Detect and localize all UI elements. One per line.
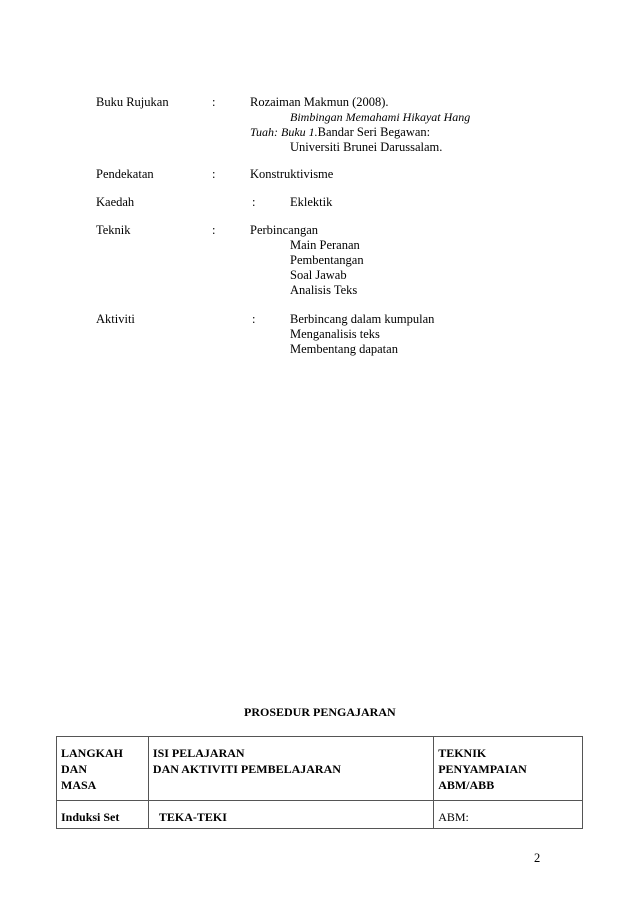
aktiviti-colon: : xyxy=(252,312,256,326)
pendekatan-colon: : xyxy=(212,167,216,181)
teknik-label: Teknik xyxy=(96,223,131,237)
header-isi-line1: ISI PELAJARAN xyxy=(152,746,245,760)
teknik-item-4: Analisis Teks xyxy=(290,283,358,297)
header-teknik-line2: PENYAMPAIAN xyxy=(438,762,527,776)
page-number: 2 xyxy=(534,851,541,865)
teknik-item-3: Soal Jawab xyxy=(290,268,347,282)
teknik-colon: : xyxy=(212,223,216,237)
buku-rujukan-line2: Bimbingan Memahami Hikayat Hang xyxy=(290,110,471,124)
teknik-item-1: Main Peranan xyxy=(290,238,360,252)
header-isi xyxy=(148,737,433,801)
header-teknik xyxy=(434,737,583,801)
aktiviti-label: Aktiviti xyxy=(96,312,135,326)
aktiviti-item-3: Membentang dapatan xyxy=(290,342,398,356)
buku-rujukan-line3-rest: Bandar Seri Begawan: xyxy=(317,125,431,139)
aktiviti-item-1: Berbincang dalam kumpulan xyxy=(290,312,435,326)
kaedah-colon: : xyxy=(252,195,256,209)
kaedah-value: Eklektik xyxy=(290,195,333,209)
header-teknik-line3: ABM/ABB xyxy=(438,778,495,792)
buku-rujukan-line1: Rozaiman Makmun (2008). xyxy=(250,95,389,109)
header-langkah-line3: MASA xyxy=(61,778,97,792)
buku-rujukan-line4: Universiti Brunei Darussalam. xyxy=(290,140,443,154)
header-isi-line2: DAN AKTIVITI PEMBELAJARAN xyxy=(152,762,341,776)
header-langkah-line1: LANGKAH xyxy=(61,746,124,760)
pendekatan-label: Pendekatan xyxy=(96,167,154,181)
buku-rujukan-line3 xyxy=(250,125,430,140)
buku-rujukan-label: Buku Rujukan xyxy=(96,95,169,109)
buku-rujukan-line3-italic: Tuah: Buku 1. xyxy=(250,125,318,139)
header-langkah-line2: DAN xyxy=(61,762,87,776)
teknik-value: Perbincangan xyxy=(250,223,319,237)
teknik-item-2: Pembentangan xyxy=(290,253,364,267)
cell-langkah: Induksi Set xyxy=(57,801,149,829)
table-row xyxy=(57,801,583,829)
table-header-row xyxy=(57,737,583,801)
header-teknik-line1: TEKNIK xyxy=(438,746,487,760)
pendekatan-value: Konstruktivisme xyxy=(250,167,334,181)
aktiviti-item-2: Menganalisis teks xyxy=(290,327,380,341)
prosedur-title: PROSEDUR PENGAJARAN xyxy=(244,705,396,719)
kaedah-label: Kaedah xyxy=(96,195,135,209)
cell-isi: TEKA-TEKI xyxy=(148,801,433,829)
prosedur-table xyxy=(56,736,583,829)
cell-teknik: ABM: xyxy=(434,801,583,829)
buku-rujukan-colon: : xyxy=(212,95,216,109)
header-langkah xyxy=(57,737,149,801)
